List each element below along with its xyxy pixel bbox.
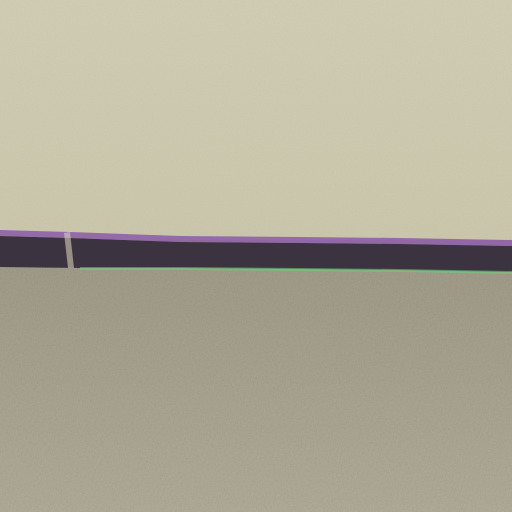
lower-surface [0, 262, 512, 512]
upper-surface [0, 0, 512, 240]
